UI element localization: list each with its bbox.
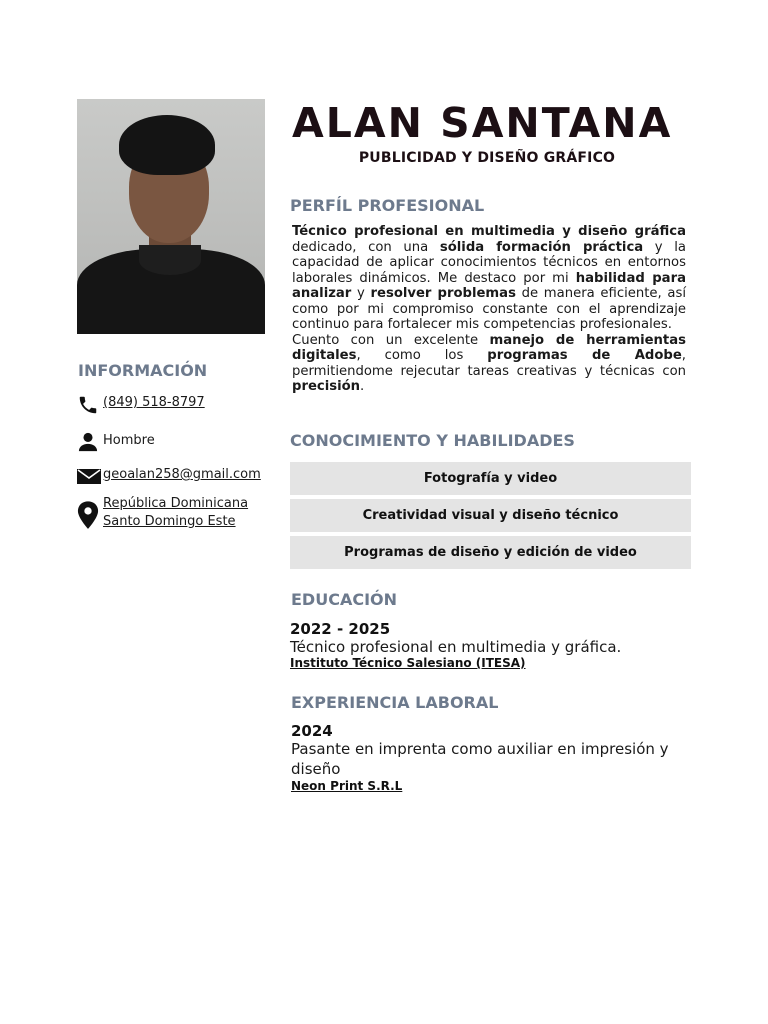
gender-row: [77, 432, 155, 454]
location-pin-icon: [77, 495, 101, 531]
profile-p2-run: , permitiendome rejecutar tareas creativas y técnicas con: [292, 348, 686, 379]
profile-p2-run: Cuento con un excelente: [292, 332, 490, 348]
profile-p1-run: y: [351, 286, 371, 301]
profile-p2-run: .: [360, 379, 365, 394]
phone-number[interactable]: (849) 518-8797: [103, 395, 205, 410]
mail-icon: [77, 466, 101, 488]
profile-p1-run: resolver problemas: [370, 286, 516, 301]
education-institution: Instituto Técnico Salesiano (ITESA): [290, 656, 526, 670]
profile-p2-run: precisión: [292, 379, 361, 394]
phone-row: [77, 394, 205, 416]
experience-year: 2024: [291, 722, 333, 740]
profile-p1-run: dedicado, con una: [292, 239, 440, 255]
skill-item: Fotografía y video: [290, 462, 691, 495]
profile-p1-run: de manera eficiente, así como por mi compromiso constante con el aprendizaje continuo para fortalecer mis competencias profesionales.: [292, 286, 686, 332]
education-degree: Técnico profesional en multimedia y gráfica.: [290, 638, 622, 656]
experience-description: Pasante en imprenta como auxiliar en impresión y diseño: [291, 740, 669, 778]
profile-summary: [292, 224, 686, 395]
address-line-2: Santo Domingo Este: [103, 514, 236, 529]
skills-section-title: CONOCIMIENTO Y HABILIDADES: [290, 431, 575, 450]
skill-item: Programas de diseño y edición de video: [290, 536, 691, 569]
info-section-title: INFORMACIÓN: [78, 361, 208, 380]
experience-company: Neon Print S.R.L: [291, 779, 403, 793]
profile-paragraph-2: [292, 333, 686, 395]
profile-p1-run: Técnico profesional en multimedia y diseño gráfica: [292, 224, 686, 239]
phone-icon: [77, 394, 101, 416]
profile-section-title: PERFÍL PROFESIONAL: [290, 196, 485, 215]
gender-value: Hombre: [103, 433, 155, 448]
address[interactable]: [103, 495, 248, 531]
candidate-name: ALAN SANTANA: [292, 99, 673, 147]
experience-section-title: EXPERIENCIA LABORAL: [291, 693, 499, 712]
profile-p1-run: y la capacidad de aplicar conocimientos técnicos en entornos laborales dinámicos. Me destaco por mi: [292, 239, 686, 286]
profile-p1-run: sólida formación práctica: [439, 239, 644, 255]
profile-paragraph-1: [292, 224, 686, 333]
profile-p1-run: habilidad para analizar: [292, 270, 686, 301]
profile-p2-run: , como los: [356, 348, 488, 363]
email-row: [77, 466, 261, 488]
skill-item: Creatividad visual y diseño técnico: [290, 499, 691, 532]
person-icon: [77, 432, 101, 454]
candidate-role: PUBLICIDAD Y DISEÑO GRÁFICO: [358, 150, 616, 166]
address-line-1: República Dominicana: [103, 496, 249, 511]
profile-photo: [77, 99, 265, 334]
address-row: [77, 495, 248, 531]
profile-p2-run: programas de Adobe: [487, 348, 682, 363]
education-years: 2022 - 2025: [290, 620, 391, 638]
email-address[interactable]: geoalan258@gmail.com: [103, 467, 261, 482]
profile-p2-run: manejo de herramientas digitales: [292, 332, 686, 363]
education-section-title: EDUCACIÓN: [291, 590, 398, 609]
